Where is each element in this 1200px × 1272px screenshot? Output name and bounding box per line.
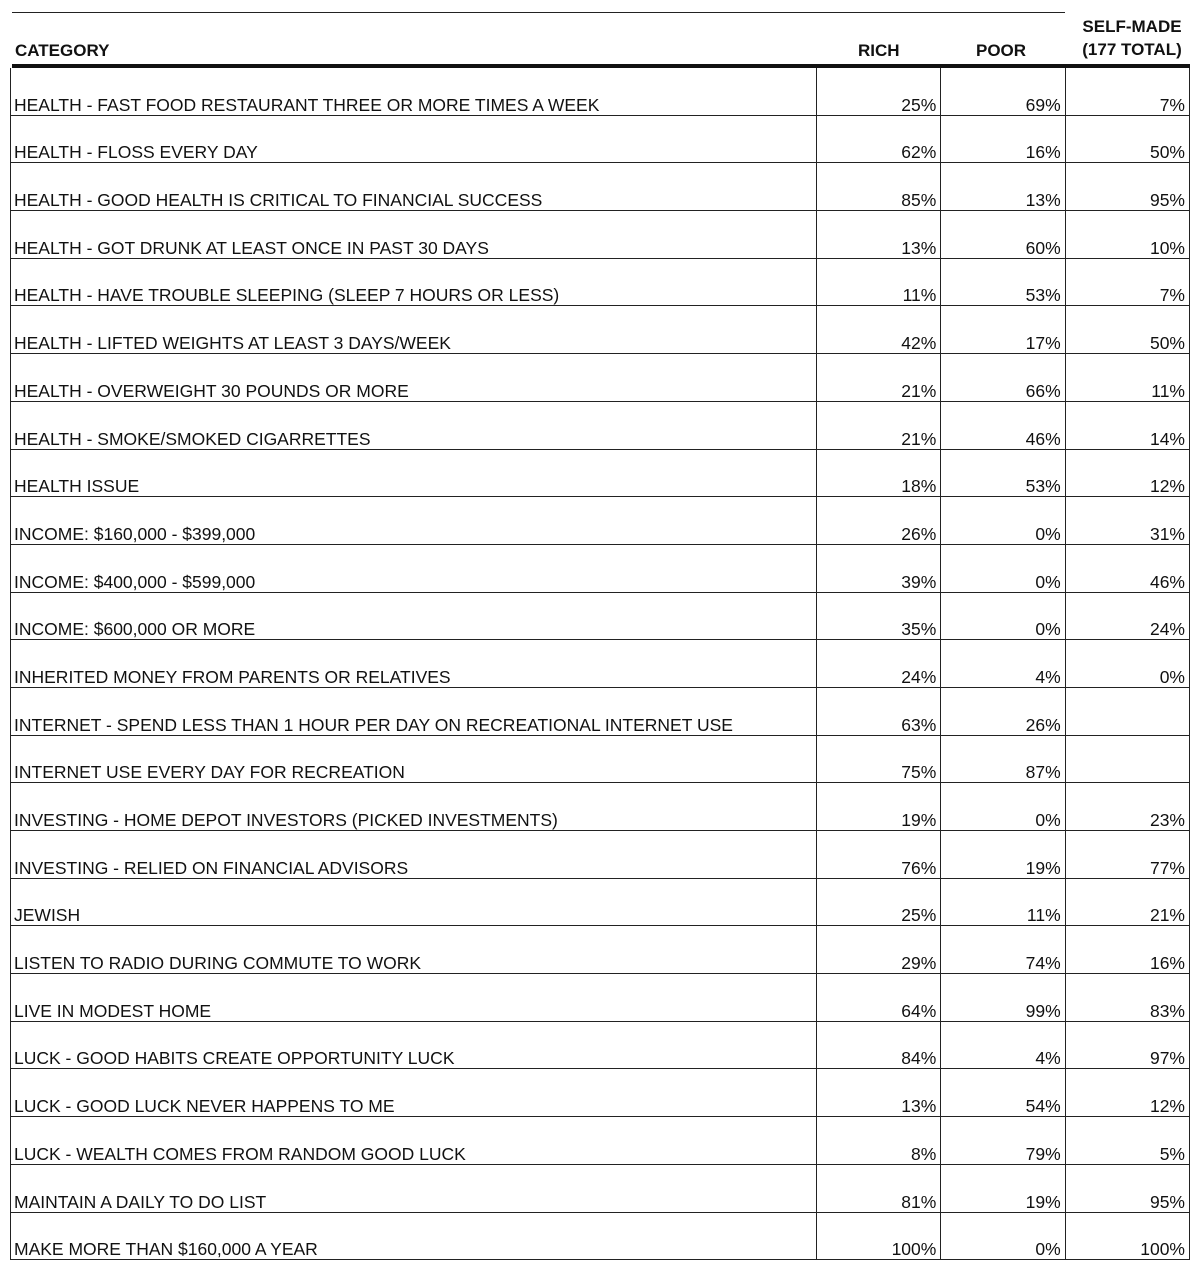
table-row bbox=[11, 1117, 1190, 1165]
poor-cell: 87% bbox=[941, 735, 1065, 783]
category-cell: HEALTH - GOT DRUNK AT LEAST ONCE IN PAST 30 DAYS bbox=[11, 211, 817, 259]
self-made-cell: 5% bbox=[1065, 1117, 1189, 1165]
table-row bbox=[11, 1021, 1190, 1069]
poor-cell: 4% bbox=[941, 1021, 1065, 1069]
category-cell: INCOME: $600,000 OR MORE bbox=[11, 592, 817, 640]
table-row bbox=[11, 544, 1190, 592]
category-cell: HEALTH - SMOKE/SMOKED CIGARRETTES bbox=[11, 401, 817, 449]
self-made-cell: 100% bbox=[1065, 1212, 1189, 1260]
self-made-cell: 23% bbox=[1065, 783, 1189, 831]
category-cell: INHERITED MONEY FROM PARENTS OR RELATIVES bbox=[11, 640, 817, 688]
rich-cell: 75% bbox=[817, 735, 941, 783]
table-row bbox=[11, 831, 1190, 879]
rich-cell: 100% bbox=[817, 1212, 941, 1260]
rich-cell: 18% bbox=[817, 449, 941, 497]
data-table bbox=[10, 68, 1190, 1260]
rich-cell: 11% bbox=[817, 258, 941, 306]
category-cell: HEALTH - FAST FOOD RESTAURANT THREE OR MORE TIMES A WEEK bbox=[11, 68, 817, 115]
rich-cell: 63% bbox=[817, 687, 941, 735]
category-cell: INVESTING - RELIED ON FINANCIAL ADVISORS bbox=[11, 831, 817, 879]
poor-cell: 16% bbox=[941, 115, 1065, 163]
category-cell: HEALTH - GOOD HEALTH IS CRITICAL TO FINANCIAL SUCCESS bbox=[11, 163, 817, 211]
poor-cell: 53% bbox=[941, 258, 1065, 306]
self-made-cell: 11% bbox=[1065, 354, 1189, 402]
category-cell: LUCK - GOOD LUCK NEVER HAPPENS TO ME bbox=[11, 1069, 817, 1117]
poor-cell: 0% bbox=[941, 1212, 1065, 1260]
rich-cell: 76% bbox=[817, 831, 941, 879]
header-rich: RICH bbox=[858, 41, 900, 60]
self-made-cell: 24% bbox=[1065, 592, 1189, 640]
self-made-cell: 50% bbox=[1065, 306, 1189, 354]
table-header bbox=[10, 12, 1190, 64]
table-row bbox=[11, 1164, 1190, 1212]
rich-cell: 13% bbox=[817, 1069, 941, 1117]
header-top-rule bbox=[12, 12, 1065, 13]
rich-cell: 25% bbox=[817, 878, 941, 926]
poor-cell: 19% bbox=[941, 1164, 1065, 1212]
table-row bbox=[11, 449, 1190, 497]
rich-cell: 62% bbox=[817, 115, 941, 163]
rich-cell: 84% bbox=[817, 1021, 941, 1069]
poor-cell: 60% bbox=[941, 211, 1065, 259]
self-made-cell: 95% bbox=[1065, 1164, 1189, 1212]
self-made-cell: 50% bbox=[1065, 115, 1189, 163]
category-cell: LIVE IN MODEST HOME bbox=[11, 974, 817, 1022]
table-row bbox=[11, 1069, 1190, 1117]
rich-cell: 24% bbox=[817, 640, 941, 688]
rich-cell: 81% bbox=[817, 1164, 941, 1212]
self-made-cell: 14% bbox=[1065, 401, 1189, 449]
poor-cell: 17% bbox=[941, 306, 1065, 354]
table-row bbox=[11, 306, 1190, 354]
rich-cell: 25% bbox=[817, 68, 941, 115]
rich-cell: 19% bbox=[817, 783, 941, 831]
header-self-made-line2: (177 TOTAL) bbox=[1082, 40, 1182, 59]
poor-cell: 46% bbox=[941, 401, 1065, 449]
category-cell: LUCK - GOOD HABITS CREATE OPPORTUNITY LUCK bbox=[11, 1021, 817, 1069]
self-made-cell: 83% bbox=[1065, 974, 1189, 1022]
self-made-cell: 31% bbox=[1065, 497, 1189, 545]
table-row bbox=[11, 592, 1190, 640]
header-self-made bbox=[1074, 15, 1190, 61]
table-row bbox=[11, 1212, 1190, 1260]
category-cell: JEWISH bbox=[11, 878, 817, 926]
poor-cell: 4% bbox=[941, 640, 1065, 688]
rich-cell: 39% bbox=[817, 544, 941, 592]
poor-cell: 0% bbox=[941, 783, 1065, 831]
self-made-cell: 12% bbox=[1065, 449, 1189, 497]
rich-cell: 42% bbox=[817, 306, 941, 354]
poor-cell: 0% bbox=[941, 544, 1065, 592]
rich-cell: 35% bbox=[817, 592, 941, 640]
category-cell: MAKE MORE THAN $160,000 A YEAR bbox=[11, 1212, 817, 1260]
self-made-cell: 7% bbox=[1065, 258, 1189, 306]
self-made-cell: 0% bbox=[1065, 640, 1189, 688]
poor-cell: 53% bbox=[941, 449, 1065, 497]
table-row bbox=[11, 735, 1190, 783]
poor-cell: 26% bbox=[941, 687, 1065, 735]
poor-cell: 13% bbox=[941, 163, 1065, 211]
category-cell: LISTEN TO RADIO DURING COMMUTE TO WORK bbox=[11, 926, 817, 974]
table-row bbox=[11, 974, 1190, 1022]
poor-cell: 66% bbox=[941, 354, 1065, 402]
rich-cell: 21% bbox=[817, 401, 941, 449]
table-row bbox=[11, 115, 1190, 163]
rich-cell: 29% bbox=[817, 926, 941, 974]
table-row bbox=[11, 211, 1190, 259]
poor-cell: 99% bbox=[941, 974, 1065, 1022]
rich-cell: 21% bbox=[817, 354, 941, 402]
table-row bbox=[11, 163, 1190, 211]
category-cell: INTERNET USE EVERY DAY FOR RECREATION bbox=[11, 735, 817, 783]
poor-cell: 74% bbox=[941, 926, 1065, 974]
category-cell: INCOME: $160,000 - $399,000 bbox=[11, 497, 817, 545]
self-made-cell: 77% bbox=[1065, 831, 1189, 879]
header-category: CATEGORY bbox=[15, 41, 110, 60]
poor-cell: 79% bbox=[941, 1117, 1065, 1165]
category-cell: INVESTING - HOME DEPOT INVESTORS (PICKED INVESTMENTS) bbox=[11, 783, 817, 831]
category-cell: HEALTH - HAVE TROUBLE SLEEPING (SLEEP 7 HOURS OR LESS) bbox=[11, 258, 817, 306]
self-made-cell: 97% bbox=[1065, 1021, 1189, 1069]
category-cell: INTERNET - SPEND LESS THAN 1 HOUR PER DAY ON RECREATIONAL INTERNET USE bbox=[11, 687, 817, 735]
category-cell: HEALTH ISSUE bbox=[11, 449, 817, 497]
self-made-cell: 95% bbox=[1065, 163, 1189, 211]
table-row bbox=[11, 640, 1190, 688]
table-row bbox=[11, 878, 1190, 926]
category-cell: LUCK - WEALTH COMES FROM RANDOM GOOD LUCK bbox=[11, 1117, 817, 1165]
table-row bbox=[11, 401, 1190, 449]
rich-cell: 8% bbox=[817, 1117, 941, 1165]
header-poor: POOR bbox=[976, 41, 1027, 60]
self-made-cell: 10% bbox=[1065, 211, 1189, 259]
self-made-cell bbox=[1065, 735, 1189, 783]
table-row bbox=[11, 354, 1190, 402]
poor-cell: 0% bbox=[941, 497, 1065, 545]
table-row bbox=[11, 258, 1190, 306]
rich-cell: 26% bbox=[817, 497, 941, 545]
self-made-cell bbox=[1065, 687, 1189, 735]
self-made-cell: 21% bbox=[1065, 878, 1189, 926]
poor-cell: 69% bbox=[941, 68, 1065, 115]
table-row bbox=[11, 687, 1190, 735]
self-made-cell: 7% bbox=[1065, 68, 1189, 115]
table-row bbox=[11, 783, 1190, 831]
table-row bbox=[11, 926, 1190, 974]
poor-cell: 54% bbox=[941, 1069, 1065, 1117]
self-made-cell: 46% bbox=[1065, 544, 1189, 592]
category-cell: MAINTAIN A DAILY TO DO LIST bbox=[11, 1164, 817, 1212]
poor-cell: 11% bbox=[941, 878, 1065, 926]
poor-cell: 0% bbox=[941, 592, 1065, 640]
rich-cell: 64% bbox=[817, 974, 941, 1022]
category-cell: HEALTH - OVERWEIGHT 30 POUNDS OR MORE bbox=[11, 354, 817, 402]
rich-cell: 85% bbox=[817, 163, 941, 211]
table-body bbox=[11, 68, 1190, 1260]
category-cell: INCOME: $400,000 - $599,000 bbox=[11, 544, 817, 592]
self-made-cell: 16% bbox=[1065, 926, 1189, 974]
table-row bbox=[11, 497, 1190, 545]
rich-cell: 13% bbox=[817, 211, 941, 259]
habits-table-sheet bbox=[10, 12, 1190, 1260]
table-row bbox=[11, 68, 1190, 115]
category-cell: HEALTH - LIFTED WEIGHTS AT LEAST 3 DAYS/WEEK bbox=[11, 306, 817, 354]
header-self-made-line1: SELF-MADE bbox=[1082, 17, 1182, 36]
poor-cell: 19% bbox=[941, 831, 1065, 879]
self-made-cell: 12% bbox=[1065, 1069, 1189, 1117]
category-cell: HEALTH - FLOSS EVERY DAY bbox=[11, 115, 817, 163]
